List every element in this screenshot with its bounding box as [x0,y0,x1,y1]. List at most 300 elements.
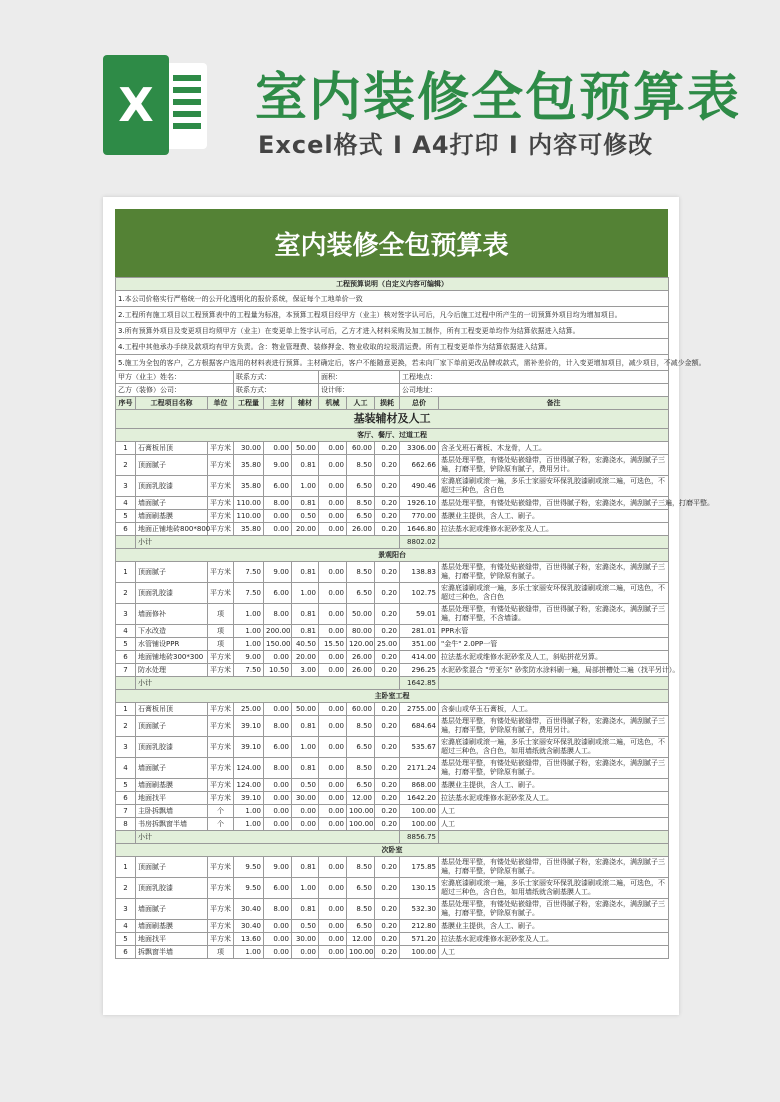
table-cell: 0.00 [319,523,347,536]
table-cell: 4 [116,920,136,933]
table-cell: 1642.20 [400,792,439,805]
table-cell: 墙面修补 [136,604,208,625]
table-cell: 130.15 [400,878,439,899]
remark-cell: 拉法基水泥或维修水泥砂浆及人工，斜贴拼花另算。 [439,651,669,664]
table-cell: 4 [116,758,136,779]
table-cell: 0.00 [264,933,292,946]
table-cell: 100.00 [347,946,375,959]
table-row [116,562,669,583]
table-cell: 平方米 [208,523,234,536]
table-cell: 平方米 [208,792,234,805]
table-cell: 墙面腻子 [136,497,208,510]
table-cell [439,536,669,549]
table-row [116,476,669,497]
note-text: 2.工程所有施工项目以工程预算表中的工程量为标准，本预算工程项目经甲方（业主）核对签字认可后，凡今后施工过程中所产生的一切预算外项目均为增加项目。 [116,307,669,323]
remark-cell: 基层处理平整，有镂处贴嵌缝带，百世得腻子粉，宏潞浇水，满刮腻子三遍，打磨平整，铲除原有腻子，费用另计。 [439,716,669,737]
table-cell: 墙面刷基膜 [136,779,208,792]
group-header-row [116,549,669,562]
info-label: 工程地点： [400,371,669,384]
remark-cell: 人工 [439,818,669,831]
note-text: 4.工程中其他承办手续及款项均有甲方负责。含：物业管理费、装修押金、物业收取的垃圾清运费。所有工程变更单作为结算依据进入结算。 [116,339,669,355]
table-cell: 414.00 [400,651,439,664]
table-cell: 60.00 [347,442,375,455]
table-cell: 0.00 [319,818,347,831]
table-cell: 6.50 [347,920,375,933]
table-cell: 9.50 [234,857,264,878]
table-cell: 6.50 [347,583,375,604]
table-cell: 0.20 [375,737,400,758]
table-cell: 0.00 [264,792,292,805]
table-cell: 5 [116,638,136,651]
table-cell: 662.66 [400,455,439,476]
info-label: 设计师： [319,384,400,397]
group-title: 景观阳台 [116,549,669,562]
table-cell: 0.00 [319,716,347,737]
table-cell: 1.00 [234,818,264,831]
remark-cell: 拉法基水泥或维修水泥砂浆及人工。 [439,792,669,805]
table-row [116,625,669,638]
table-cell: 0.00 [319,920,347,933]
table-cell: 30.00 [292,792,319,805]
table-cell: 0.81 [292,716,319,737]
table-cell: 60.00 [347,703,375,716]
table-cell: 39.10 [234,737,264,758]
column-header: 工程项目名称 [136,397,208,410]
table-cell: 1926.10 [400,497,439,510]
table-cell: 0.20 [375,857,400,878]
table-cell: 0.20 [375,476,400,497]
table-cell: 2171.24 [400,758,439,779]
table-cell: 6.50 [347,510,375,523]
table-cell: 0.00 [292,805,319,818]
table-cell: 26.00 [347,523,375,536]
table-cell: 8.50 [347,857,375,878]
table-cell: 平方米 [208,933,234,946]
table-cell: 0.00 [319,497,347,510]
column-header: 单位 [208,397,234,410]
table-cell: 1.00 [234,604,264,625]
table-cell: 0.20 [375,664,400,677]
table-cell: 0.00 [319,604,347,625]
table-cell: 6.00 [264,737,292,758]
table-cell: 150.00 [264,638,292,651]
table-row [116,805,669,818]
table-cell: 110.00 [234,497,264,510]
table-cell: 7.50 [234,562,264,583]
table-cell: 4 [116,497,136,510]
table-row [116,523,669,536]
table-row [116,604,669,625]
note-row [116,291,669,307]
table-cell: 138.83 [400,562,439,583]
table-cell: 8.50 [347,497,375,510]
table-cell: 0.81 [292,455,319,476]
table-cell: 20.00 [292,523,319,536]
budget-table [115,277,714,959]
table-cell: 顶面腻子 [136,716,208,737]
table-cell: 296.25 [400,664,439,677]
table-cell: 9.00 [264,562,292,583]
table-row [116,779,669,792]
table-row [116,878,669,899]
table-cell: 0.20 [375,878,400,899]
promo-header [0,0,780,190]
table-cell: 0.20 [375,946,400,959]
group-header-row [116,429,669,442]
table-cell: 8.50 [347,899,375,920]
note-row [116,355,669,371]
table-cell: 26.00 [347,664,375,677]
notes-title: 工程预算说明（自定义内容可编辑） [116,278,669,291]
table-cell: 3306.00 [400,442,439,455]
table-cell: 6.00 [264,476,292,497]
table-cell: 0.00 [319,664,347,677]
table-cell: 35.80 [234,523,264,536]
table-cell: 6 [116,523,136,536]
table-cell: 1.00 [234,625,264,638]
info-label: 公司地址： [400,384,669,397]
table-cell: 0.00 [264,805,292,818]
table-row [116,583,669,604]
table-cell: 0.00 [264,510,292,523]
table-cell: 平方米 [208,878,234,899]
table-cell: 2 [116,583,136,604]
table-cell: 项 [208,946,234,959]
table-cell: 124.00 [234,779,264,792]
table-cell: 0.20 [375,758,400,779]
table-row [116,703,669,716]
group-header-row [116,690,669,703]
note-row [116,323,669,339]
spreadsheet-preview [103,197,714,1015]
table-cell: 8.00 [264,716,292,737]
info-row [116,384,669,397]
table-cell: 212.80 [400,920,439,933]
table-cell: 3 [116,604,136,625]
table-cell: 4 [116,625,136,638]
table-cell: 个 [208,818,234,831]
promo-title: 室内装修全包预算表 [255,68,742,128]
table-cell: 2755.00 [400,703,439,716]
table-cell: 0.20 [375,523,400,536]
table-cell: 0.00 [319,510,347,523]
table-cell: 0.00 [319,442,347,455]
table-cell: 平方米 [208,737,234,758]
table-cell: 1.00 [292,583,319,604]
table-row [116,442,669,455]
column-header-row [116,397,669,410]
remark-cell: 基膜业主提供，含人工、刷子。 [439,779,669,792]
table-cell: 10.50 [264,664,292,677]
table-cell: 0.20 [375,899,400,920]
table-cell: 50.00 [292,442,319,455]
table-row [116,857,669,878]
table-cell: 535.67 [400,737,439,758]
table-cell: 0.20 [375,583,400,604]
remark-cell: 宏潞底漆刷或滚一遍，多乐士家丽安环保乳胶漆刷或滚二遍，可选色，不超过三种色，含白色，如用墙纸就含刷基膜人工。 [439,737,669,758]
table-cell: 0.00 [319,946,347,959]
table-cell: 0.20 [375,779,400,792]
table-cell: 0.81 [292,758,319,779]
table-cell: 110.00 [234,510,264,523]
table-cell: 0.81 [292,625,319,638]
table-cell: 7 [116,664,136,677]
column-header: 损耗 [375,397,400,410]
info-label: 联系方式： [234,371,319,384]
table-cell: 顶面腻子 [136,455,208,476]
table-cell: 100.00 [400,805,439,818]
remark-cell: 水泥砂浆混合 "劳亚尔" 砂浆防水涂料刷一遍，局部拼槽处二遍（找平另计）。 [439,664,669,677]
table-cell: 平方米 [208,455,234,476]
table-cell: 项 [208,625,234,638]
table-cell: 地面找平 [136,792,208,805]
table-cell: 主卧拆飘墙 [136,805,208,818]
table-cell: 0.00 [292,946,319,959]
note-text: 3.所有预算外项目及变更项目均须甲方（业主）在变更单上签字认可后，乙方才进入材料采购及加工制作，所有工程变更单均作为结算依据进入结算。 [116,323,669,339]
table-cell: 532.30 [400,899,439,920]
table-cell: 80.00 [347,625,375,638]
table-cell: 平方米 [208,779,234,792]
table-cell: 50.00 [292,703,319,716]
table-row [116,737,669,758]
table-row [116,455,669,476]
table-cell: 地面找平 [136,933,208,946]
table-cell: 顶面腻子 [136,857,208,878]
table-cell: 351.00 [400,638,439,651]
table-cell: 0.20 [375,510,400,523]
table-cell: 3 [116,899,136,920]
table-cell: 8.00 [264,497,292,510]
notes-title-row [116,278,669,291]
table-cell: 平方米 [208,476,234,497]
table-cell: 39.10 [234,716,264,737]
table-cell: 0.00 [264,920,292,933]
table-cell [439,677,669,690]
table-cell: 0.20 [375,716,400,737]
table-cell: 6.00 [264,583,292,604]
remark-cell: 拉法基水泥或维修水泥砂浆及人工。 [439,523,669,536]
table-row [116,716,669,737]
subtotal-row [116,536,669,549]
table-cell: 0.00 [319,583,347,604]
column-header: 序号 [116,397,136,410]
table-cell: 15.50 [319,638,347,651]
big-section-title: 基装辅材及人工 [116,410,669,429]
table-cell: 0.00 [319,758,347,779]
table-cell: 6.50 [347,878,375,899]
column-header: 总价 [400,397,439,410]
table-cell [439,831,669,844]
table-cell: 顶面乳胶漆 [136,583,208,604]
table-cell: 8.00 [264,758,292,779]
column-header: 工程量 [234,397,264,410]
table-cell: 0.20 [375,792,400,805]
table-cell: 8.00 [264,604,292,625]
table-cell: 1 [116,703,136,716]
remark-cell: PPR水管 [439,625,669,638]
table-cell: 1.00 [292,476,319,497]
note-text: 5.施工为全包的客户，乙方根据客户选用的材料表进行预算。主材确定后，客户不能随意更换，若未向厂家下单前更改品牌或款式，需补差价的，计入变更增加项目，减少项目，不减少金额。 [116,355,669,371]
table-cell: 25.00 [234,703,264,716]
table-cell: 2 [116,455,136,476]
table-cell: 墙面腻子 [136,899,208,920]
remark-cell: 基层处理平整，有镂处贴嵌缝带，百世得腻子粉，宏潞浇水，满刮腻子三遍，打磨平整，不含墙漆。 [439,604,669,625]
remark-cell: 宏潞底漆刷或滚一遍，多乐士家丽安环保乳胶漆刷或滚二遍，可选色，不超过三种色，含白色 [439,583,669,604]
remark-cell: 含泰山或华玉石膏板，人工。 [439,703,669,716]
sheet-banner: 室内装修全包预算表 [115,209,668,277]
table-cell: 124.00 [234,758,264,779]
remark-cell: 基层处理平整，有镂处贴嵌缝带，百世得腻子粉，宏潞浇水，满刮腻子三遍，打磨平整，铲除原有腻子。 [439,899,669,920]
table-cell: 顶面腻子 [136,562,208,583]
table-cell: 9.00 [264,857,292,878]
table-cell: 1 [116,442,136,455]
table-cell: 顶面乳胶漆 [136,737,208,758]
table-cell: 281.01 [400,625,439,638]
table-cell: 0.20 [375,455,400,476]
table-cell: 6 [116,946,136,959]
table-cell: 墙面腻子 [136,758,208,779]
remark-cell: 基膜业主提供，含人工、刷子。 [439,510,669,523]
table-cell: 0.81 [292,604,319,625]
table-cell: 571.20 [400,933,439,946]
table-cell: 6.50 [347,779,375,792]
table-cell: 1.00 [292,878,319,899]
table-cell: 35.80 [234,455,264,476]
table-row [116,758,669,779]
table-cell: 0.00 [319,651,347,664]
table-cell: 0.81 [292,857,319,878]
table-cell: 0.00 [319,792,347,805]
table-cell: 个 [208,805,234,818]
table-cell: 39.10 [234,792,264,805]
table-cell: 6.50 [347,737,375,758]
table-cell: 平方米 [208,920,234,933]
subtotal-label: 小计 [136,677,400,690]
table-cell: 0.00 [264,442,292,455]
table-cell [116,536,136,549]
table-cell: 平方米 [208,497,234,510]
table-cell: 平方米 [208,716,234,737]
table-cell [116,677,136,690]
table-row [116,920,669,933]
table-cell: 26.00 [347,651,375,664]
table-cell: 6.50 [347,476,375,497]
table-cell: 868.00 [400,779,439,792]
subtotal-row [116,831,669,844]
table-cell: 8.50 [347,455,375,476]
table-row [116,946,669,959]
table-cell: 0.20 [375,625,400,638]
table-row [116,899,669,920]
table-cell: 175.85 [400,857,439,878]
table-cell: 0.50 [292,779,319,792]
table-cell: 1.00 [234,805,264,818]
table-cell: 6 [116,792,136,805]
remark-cell: 基层处理平整，有镂处贴嵌缝带，百世得腻子粉，宏潞浇水，满刮腻子三遍，打磨平整，铲除原有腻子。 [439,857,669,878]
table-cell: 地面正铺地砖800*800 [136,523,208,536]
table-cell: 0.00 [319,737,347,758]
table-cell: 0.00 [319,703,347,716]
table-cell: 顶面乳胶漆 [136,878,208,899]
table-cell: 100.00 [400,946,439,959]
table-cell: 0.81 [292,899,319,920]
table-cell: 0.50 [292,510,319,523]
table-cell: 0.50 [292,920,319,933]
table-cell: 0.00 [264,946,292,959]
table-cell: 平方米 [208,510,234,523]
note-row [116,307,669,323]
table-cell: 200.00 [264,625,292,638]
table-cell: 50.00 [347,604,375,625]
table-cell: 2 [116,716,136,737]
table-cell: 项 [208,604,234,625]
table-cell: 12.00 [347,792,375,805]
remark-cell: 宏潞底漆刷或滚一遍，多乐士家丽安环保乳胶漆刷或滚二遍，可选色，不超过三种色，含白色，如用墙纸就含刷基膜人工。 [439,878,669,899]
table-cell: 石膏板吊顶 [136,442,208,455]
note-text: 1.本公司价格实行严格统一的公开化透明化的报价系统，保证每个工地单价一致 [116,291,669,307]
table-cell: 1.00 [234,946,264,959]
table-cell: 30.40 [234,920,264,933]
table-cell: 0.00 [319,899,347,920]
table-cell: 项 [208,638,234,651]
table-cell: 下水改造 [136,625,208,638]
remark-cell: 宏潞底漆刷或滚一遍，多乐士家丽安环保乳胶漆刷或滚二遍，可选色，不超过三种色，含白色 [439,476,669,497]
table-cell: 0.00 [319,562,347,583]
table-cell: 770.00 [400,510,439,523]
table-cell: 0.81 [292,497,319,510]
table-cell: 0.20 [375,933,400,946]
column-header: 人工 [347,397,375,410]
info-label: 乙方（装修）公司： [116,384,234,397]
table-cell: 平方米 [208,651,234,664]
remark-cell: "金牛" 2.0PP一管 [439,638,669,651]
remark-cell: 人工 [439,946,669,959]
table-cell [116,831,136,844]
table-cell: 平方米 [208,857,234,878]
table-cell: 地面铺地砖300*300 [136,651,208,664]
table-cell: 102.75 [400,583,439,604]
table-row [116,818,669,831]
remark-cell: 含圣戈班石膏板、木龙骨，人工。 [439,442,669,455]
note-row [116,339,669,355]
table-cell: 0.00 [319,878,347,899]
table-cell: 8.00 [264,899,292,920]
table-cell: 7 [116,805,136,818]
subtotal-label: 小计 [136,536,400,549]
table-cell: 3.00 [292,664,319,677]
table-cell: 59.01 [400,604,439,625]
subtotal-label: 小计 [136,831,400,844]
remark-cell: 基膜业主提供，含人工、刷子。 [439,920,669,933]
table-cell: 13.60 [234,933,264,946]
table-cell: 墙面刷基膜 [136,510,208,523]
table-cell: 3 [116,737,136,758]
table-cell: 6 [116,651,136,664]
table-cell: 30.00 [234,442,264,455]
table-cell: 8.50 [347,562,375,583]
info-label: 甲方（业主）姓名： [116,371,234,384]
table-cell: 0.00 [319,857,347,878]
table-cell: 12.00 [347,933,375,946]
table-cell: 0.20 [375,562,400,583]
table-cell: 1 [116,857,136,878]
table-cell: 100.00 [347,818,375,831]
column-header: 机械 [319,397,347,410]
table-cell: 平方米 [208,664,234,677]
table-cell: 5 [116,779,136,792]
table-cell: 1.00 [292,737,319,758]
table-cell: 6.00 [264,878,292,899]
